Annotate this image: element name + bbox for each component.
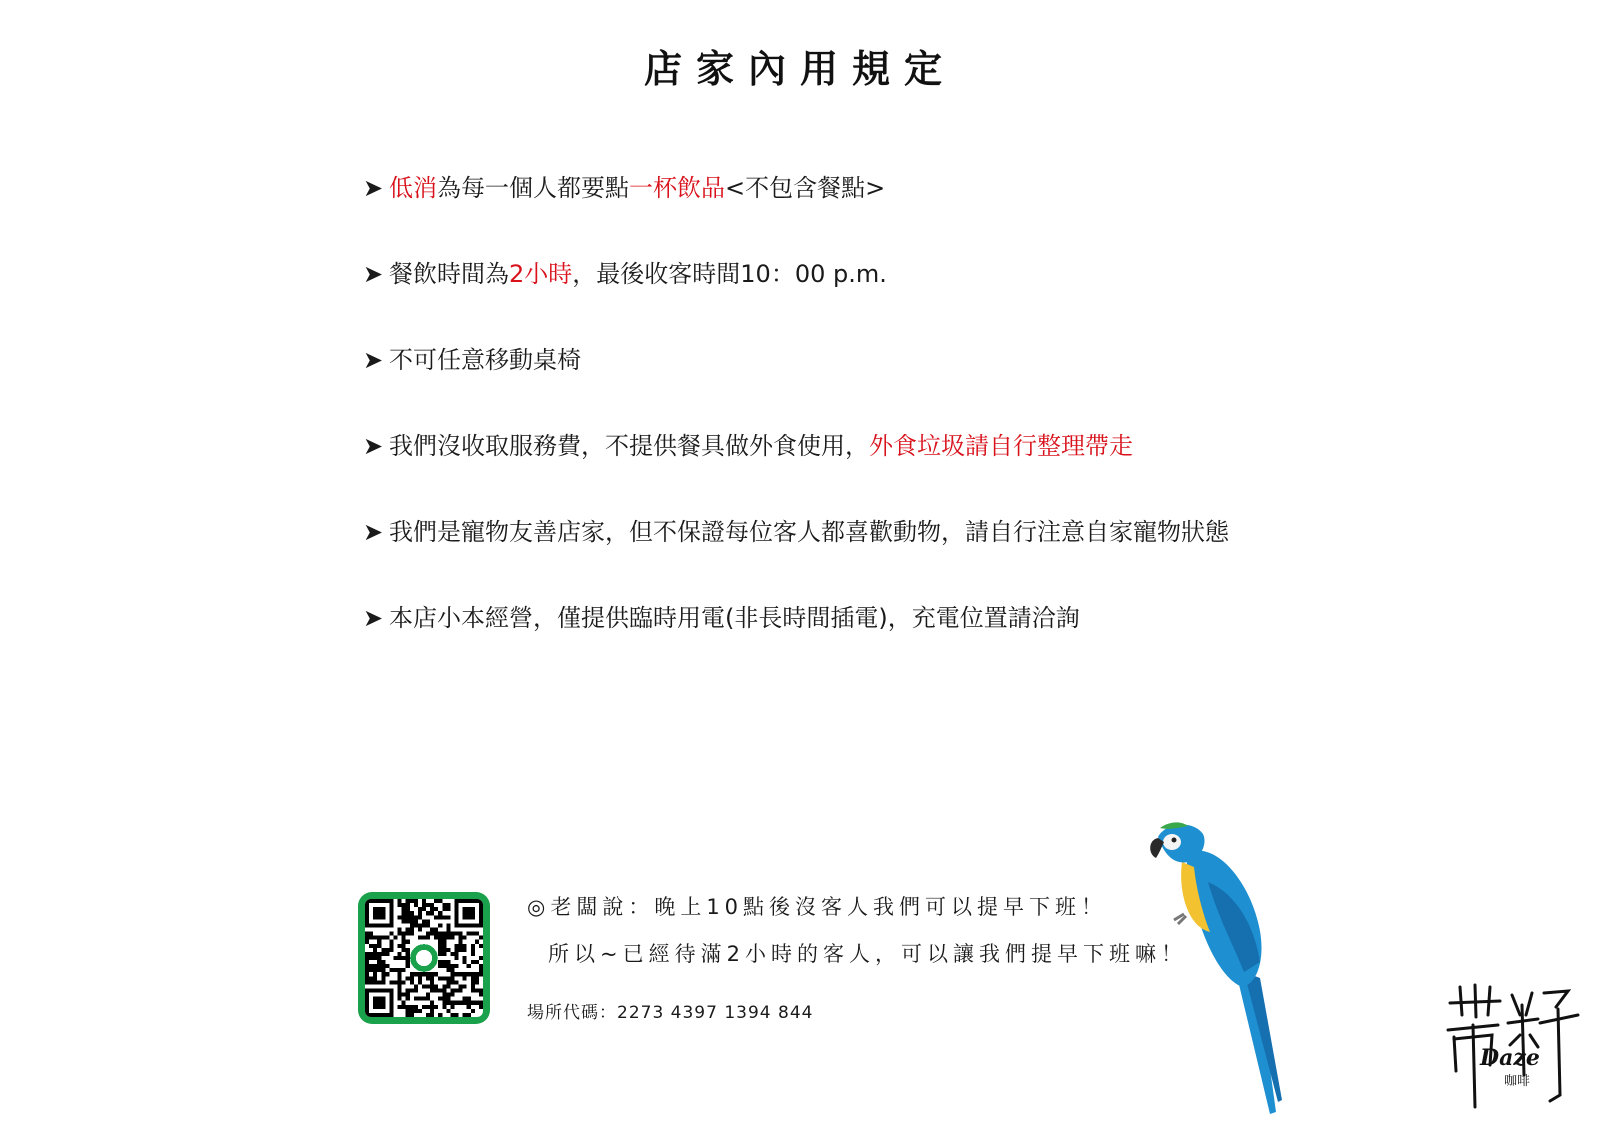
rule-item [363,342,1229,428]
rule-text: 本店小本經營，僅提供臨時用電(非長時間插電)，充電位置請洽詢 [389,604,1080,632]
rule-highlight: 2小時 [509,260,573,288]
parrot-illustration [1148,822,1308,1122]
arrow-icon: ➤ [363,346,384,374]
rule-text: 為每一個人都要點 [437,174,629,202]
rule-text: <不包含餐點> [725,174,886,202]
arrow-icon: ➤ [363,518,384,546]
arrow-icon: ➤ [363,260,384,288]
rule-highlight: 一杯飲品 [629,174,725,202]
rule-text: 不可任意移動桌椅 [389,346,581,374]
rule-highlight: 外食垃圾請自行整理帶走 [869,432,1133,460]
daze-logo [1440,975,1580,1115]
rule-item [363,600,1229,686]
owner-note-line-1: ◎老闆說：晚上10點後沒客人我們可以提早下班！ [527,895,1108,919]
rule-item [363,170,1229,256]
rule-item [363,514,1229,600]
rule-text: 我們是寵物友善店家，但不保證每位客人都喜歡動物，請自行注意自家寵物狀態 [389,518,1229,546]
logo-sub: Daze [1480,1045,1540,1071]
rule-item [363,428,1229,514]
qr-code-icon [358,892,490,1024]
rule-item [363,256,1229,342]
rule-text: 餐飲時間為 [389,260,509,288]
arrow-icon: ➤ [363,604,384,632]
arrow-icon: ➤ [363,174,384,202]
rule-text: ，最後收客時間10：00 p.m. [572,260,887,288]
rule-text: 我們沒收取服務費，不提供餐具做外食使用， [389,432,869,460]
rule-highlight: 低消 [389,174,437,202]
logo-small: 咖啡 [1504,1074,1531,1089]
place-code: 場所代碼：2273 4397 1394 844 [527,1003,814,1023]
page-title: 店家內用規定 [643,47,956,91]
owner-note-line-2: 所以~已經待滿2小時的客人，可以讓我們提早下班嘛！ [548,942,1187,966]
arrow-icon: ➤ [363,432,384,460]
rules-list [363,170,1229,686]
